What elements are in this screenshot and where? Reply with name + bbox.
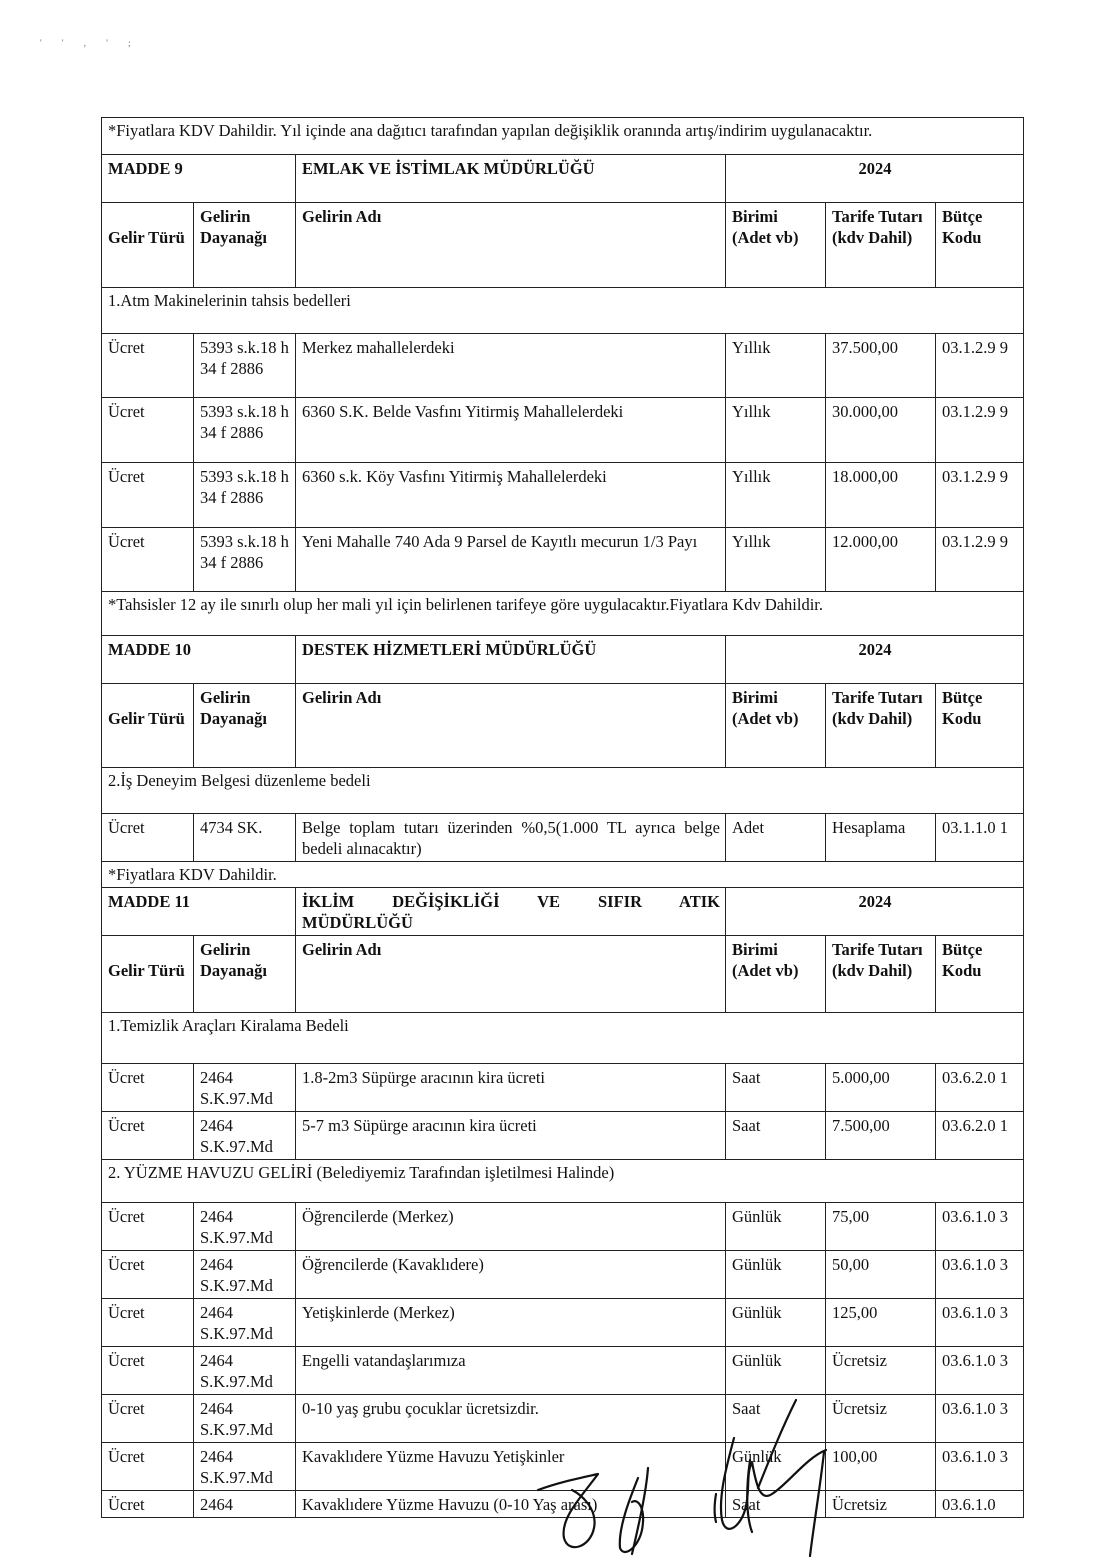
cell-tur: Ücret (102, 1299, 194, 1347)
cell-dayanak: 5393 s.k.18 h 34 f 2886 (194, 334, 296, 398)
cell-kod: 03.6.1.0 3 (936, 1443, 1024, 1491)
cell-tutar: Ücretsiz (826, 1347, 936, 1395)
cell-dayanak: 2464 S.K.97.Md (194, 1395, 296, 1443)
cell-birim: Yıllık (726, 334, 826, 398)
col-adi: Gelirin Adı (296, 203, 726, 288)
column-header-row (102, 936, 1024, 1013)
cell-tutar: Ücretsiz (826, 1491, 936, 1518)
table-row (102, 1251, 1024, 1299)
section-title: 2. YÜZME HAVUZU GELİRİ (Belediyemiz Tarafından işletilmesi Halinde) (102, 1160, 1024, 1203)
cell-dayanak: 2464 S.K.97.Md (194, 1064, 296, 1112)
cell-adi: 6360 S.K. Belde Vasfını Yitirmiş Mahallelerdeki (296, 398, 726, 463)
cell-dayanak: 2464 S.K.97.Md (194, 1347, 296, 1395)
col-dayanak: Gelirin Dayanağı (194, 203, 296, 288)
col-tarife: Tarife Tutarı (kdv Dahil) (826, 684, 936, 768)
cell-adi: Kavaklıdere Yüzme Havuzu (0-10 Yaş arası) (296, 1491, 726, 1518)
cell-dayanak: 2464 S.K.97.Md (194, 1299, 296, 1347)
col-dayanak: Gelirin Dayanağı (194, 936, 296, 1013)
madde-title: DESTEK HİZMETLERİ MÜDÜRLÜĞÜ (296, 636, 726, 684)
section-title: 2.İş Deneyim Belgesi düzenleme bedeli (102, 768, 1024, 814)
cell-birim: Saat (726, 1112, 826, 1160)
note-m9: *Tahsisler 12 ay ile sınırlı olup her mali yıl için belirlenen tarifeye göre uygulacaktır.Fiyatlara Kdv Dahildir. (102, 592, 1024, 636)
madde-title (296, 888, 726, 936)
cell-birim: Adet (726, 814, 826, 862)
table-row (102, 1064, 1024, 1112)
madde-title: EMLAK VE İSTİMLAK MÜDÜRLÜĞÜ (296, 155, 726, 203)
col-birim: Birimi (Adet vb) (726, 684, 826, 768)
cell-adi: Kavaklıdere Yüzme Havuzu Yetişkinler (296, 1443, 726, 1491)
cell-tutar: 30.000,00 (826, 398, 936, 463)
note-row (102, 862, 1024, 888)
cell-adi: 5-7 m3 Süpürge aracının kira ücreti (296, 1112, 726, 1160)
cell-dayanak: 4734 SK. (194, 814, 296, 862)
cell-tutar: 100,00 (826, 1443, 936, 1491)
cell-kod: 03.1.2.9 9 (936, 334, 1024, 398)
cell-tur: Ücret (102, 463, 194, 528)
col-adi: Gelirin Adı (296, 936, 726, 1013)
cell-kod: 03.6.1.0 3 (936, 1251, 1024, 1299)
cell-tur: Ücret (102, 1251, 194, 1299)
cell-tur: Ücret (102, 1347, 194, 1395)
column-header-row (102, 203, 1024, 288)
cell-kod: 03.6.1.0 3 (936, 1299, 1024, 1347)
cell-kod: 03.6.2.0 1 (936, 1112, 1024, 1160)
col-gelir-turu: Gelir Türü (102, 203, 194, 288)
col-dayanak: Gelirin Dayanağı (194, 684, 296, 768)
cell-kod: 03.6.1.0 3 (936, 1347, 1024, 1395)
table-row (102, 334, 1024, 398)
cell-adi: 0-10 yaş grubu çocuklar ücretsizdir. (296, 1395, 726, 1443)
madde-header (102, 636, 1024, 684)
col-birim: Birimi (Adet vb) (726, 203, 826, 288)
col-gelir-turu: Gelir Türü (102, 684, 194, 768)
tariff-table (101, 117, 1024, 1518)
cell-tutar: 18.000,00 (826, 463, 936, 528)
cell-tutar: 125,00 (826, 1299, 936, 1347)
cell-birim: Günlük (726, 1203, 826, 1251)
madde-number: MADDE 11 (102, 888, 296, 936)
cell-tur: Ücret (102, 398, 194, 463)
table-row (102, 1299, 1024, 1347)
cell-adi: Engelli vatandaşlarımıza (296, 1347, 726, 1395)
table-row (102, 463, 1024, 528)
table-row (102, 528, 1024, 592)
cell-kod: 03.1.2.9 9 (936, 463, 1024, 528)
cell-tur: Ücret (102, 814, 194, 862)
madde-number: MADDE 10 (102, 636, 296, 684)
col-adi: Gelirin Adı (296, 684, 726, 768)
cell-adi: Yetişkinlerde (Merkez) (296, 1299, 726, 1347)
col-tarife: Tarife Tutarı (kdv Dahil) (826, 936, 936, 1013)
table-row (102, 1347, 1024, 1395)
madde-year: 2024 (726, 155, 1024, 203)
cell-birim: Günlük (726, 1251, 826, 1299)
cell-tur: Ücret (102, 1395, 194, 1443)
table-row (102, 1112, 1024, 1160)
cell-birim: Günlük (726, 1347, 826, 1395)
table-row (102, 814, 1024, 862)
table-row (102, 1203, 1024, 1251)
note-top: *Fiyatlara KDV Dahildir. Yıl içinde ana dağıtıcı tarafından yapılan değişiklik oranında artış/indirim uygulanacaktır. (102, 118, 1024, 155)
cell-dayanak: 2464 S.K.97.Md (194, 1112, 296, 1160)
cell-birim: Yıllık (726, 463, 826, 528)
cell-adi: Öğrencilerde (Merkez) (296, 1203, 726, 1251)
cell-adi: Yeni Mahalle 740 Ada 9 Parsel de Kayıtlı mecurun 1/3 Payı (296, 528, 726, 592)
cell-adi: Öğrencilerde (Kavaklıdere) (296, 1251, 726, 1299)
section-row (102, 1013, 1024, 1064)
cell-tutar: Ücretsiz (826, 1395, 936, 1443)
col-butce: Bütçe Kodu (936, 203, 1024, 288)
cell-kod: 03.1.2.9 9 (936, 398, 1024, 463)
cell-adi: 1.8-2m3 Süpürge aracının kira ücreti (296, 1064, 726, 1112)
cell-tur: Ücret (102, 1203, 194, 1251)
cell-tur: Ücret (102, 528, 194, 592)
cell-kod: 03.6.1.0 3 (936, 1395, 1024, 1443)
cell-dayanak: 5393 s.k.18 h 34 f 2886 (194, 528, 296, 592)
cell-adi: Belge toplam tutarı üzerinden %0,5(1.000 TL ayrıca belge bedeli alınacaktır) (296, 814, 726, 862)
col-birim: Birimi (Adet vb) (726, 936, 826, 1013)
cell-tutar: 12.000,00 (826, 528, 936, 592)
section-row (102, 288, 1024, 334)
section-title: 1.Temizlik Araçları Kiralama Bedeli (102, 1013, 1024, 1064)
cell-tutar: 37.500,00 (826, 334, 936, 398)
cell-tutar: 5.000,00 (826, 1064, 936, 1112)
cell-kod: 03.1.1.0 1 (936, 814, 1024, 862)
cell-birim: Günlük (726, 1443, 826, 1491)
cell-birim: Yıllık (726, 528, 826, 592)
section-row (102, 1160, 1024, 1203)
cell-tutar: 75,00 (826, 1203, 936, 1251)
cell-dayanak: 2464 (194, 1491, 296, 1518)
cell-birim: Saat (726, 1395, 826, 1443)
cell-dayanak: 2464 S.K.97.Md (194, 1443, 296, 1491)
cell-tur: Ücret (102, 334, 194, 398)
column-header-row (102, 684, 1024, 768)
cell-adi: Merkez mahallelerdeki (296, 334, 726, 398)
cell-kod: 03.1.2.9 9 (936, 528, 1024, 592)
cell-birim: Saat (726, 1491, 826, 1518)
cell-dayanak: 5393 s.k.18 h 34 f 2886 (194, 463, 296, 528)
cell-kod: 03.6.2.0 1 (936, 1064, 1024, 1112)
madde-year: 2024 (726, 888, 1024, 936)
table-row (102, 398, 1024, 463)
tariff-document (101, 117, 1023, 1518)
cell-birim: Yıllık (726, 398, 826, 463)
madde-header (102, 155, 1024, 203)
madde-title-line2: MÜDÜRLÜĞÜ (302, 913, 413, 932)
madde-title-line1: İKLİM DEĞİŞİKLİĞİ VE SIFIR ATIK (302, 892, 720, 911)
cell-dayanak: 5393 s.k.18 h 34 f 2886 (194, 398, 296, 463)
madde-number: MADDE 9 (102, 155, 296, 203)
note-row (102, 118, 1024, 155)
section-row (102, 768, 1024, 814)
cell-birim: Günlük (726, 1299, 826, 1347)
cell-tutar: Hesaplama (826, 814, 936, 862)
cell-kod: 03.6.1.0 (936, 1491, 1024, 1518)
madde-header (102, 888, 1024, 936)
cell-birim: Saat (726, 1064, 826, 1112)
cell-tur: Ücret (102, 1443, 194, 1491)
section-title: 1.Atm Makinelerinin tahsis bedelleri (102, 288, 1024, 334)
madde-year: 2024 (726, 636, 1024, 684)
cell-adi: 6360 s.k. Köy Vasfını Yitirmiş Mahallelerdeki (296, 463, 726, 528)
cell-dayanak: 2464 S.K.97.Md (194, 1251, 296, 1299)
cell-tutar: 7.500,00 (826, 1112, 936, 1160)
col-butce: Bütçe Kodu (936, 684, 1024, 768)
cell-tur: Ücret (102, 1491, 194, 1518)
cell-tur: Ücret (102, 1064, 194, 1112)
cell-kod: 03.6.1.0 3 (936, 1203, 1024, 1251)
note-row (102, 592, 1024, 636)
signature-mark (520, 1398, 850, 1558)
cell-tur: Ücret (102, 1112, 194, 1160)
col-gelir-turu: Gelir Türü (102, 936, 194, 1013)
cell-tutar: 50,00 (826, 1251, 936, 1299)
scan-artifact: ' ' , ' ; (40, 38, 140, 48)
col-butce: Bütçe Kodu (936, 936, 1024, 1013)
col-tarife: Tarife Tutarı (kdv Dahil) (826, 203, 936, 288)
cell-dayanak: 2464 S.K.97.Md (194, 1203, 296, 1251)
note-m10: *Fiyatlara KDV Dahildir. (102, 862, 1024, 888)
